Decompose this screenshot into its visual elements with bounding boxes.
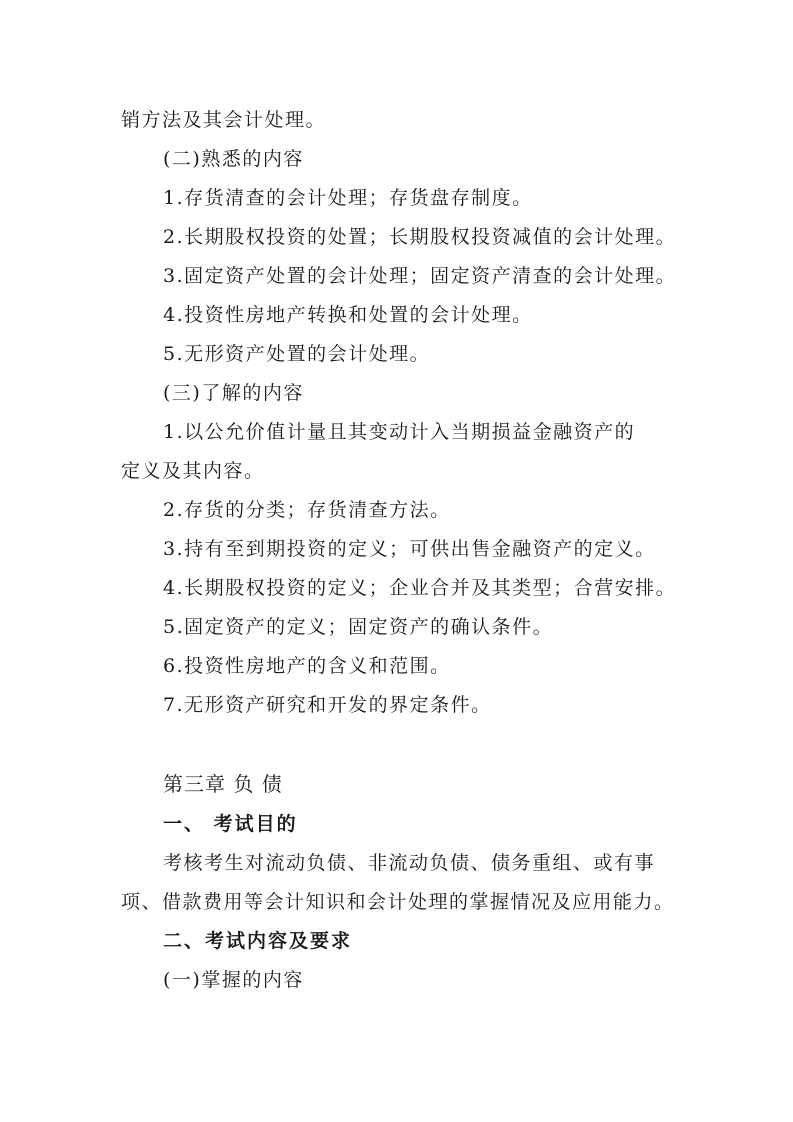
list-item: 2.长期股权投资的处置；长期股权投资减值的会计处理。 bbox=[163, 226, 677, 248]
section-heading: 一、 考试目的 bbox=[163, 813, 298, 835]
list-item: 6.投资性房地产的含义和范围。 bbox=[163, 655, 451, 677]
section-heading: (三)了解的内容 bbox=[163, 382, 304, 404]
paragraph-line: 考核考生对流动负债、非流动负债、债务重组、或有事 bbox=[163, 852, 656, 874]
section-heading: (一)掌握的内容 bbox=[163, 969, 304, 991]
list-item: 4.投资性房地产转换和处置的会计处理。 bbox=[163, 304, 533, 326]
section-heading: (二)熟悉的内容 bbox=[163, 148, 304, 170]
list-item: 1.以公允价值计量且其变动计入当期损益金融资产的 bbox=[163, 421, 636, 443]
section-heading: 二、考试内容及要求 bbox=[163, 930, 353, 952]
list-item: 5.固定资产的定义；固定资产的确认条件。 bbox=[163, 616, 554, 638]
list-item: 7.无形资产研究和开发的界定条件。 bbox=[163, 694, 492, 716]
list-item: 3.固定资产处置的会计处理；固定资产清查的会计处理。 bbox=[163, 265, 677, 287]
list-item: 5.无形资产处置的会计处理。 bbox=[163, 343, 431, 365]
paragraph-line: 定义及其内容。 bbox=[121, 460, 265, 482]
list-item: 1.存货清查的会计处理；存货盘存制度。 bbox=[163, 187, 533, 209]
paragraph-line: 项、借款费用等会计知识和会计处理的掌握情况及应用能力。 bbox=[121, 891, 675, 913]
paragraph-line: 销方法及其会计处理。 bbox=[121, 109, 327, 131]
list-item: 3.持有至到期投资的定义；可供出售金融资产的定义。 bbox=[163, 538, 656, 560]
list-item: 2.存货的分类；存货清查方法。 bbox=[163, 499, 451, 521]
chapter-title: 第三章 负 债 bbox=[163, 772, 283, 796]
list-item: 4.长期股权投资的定义；企业合并及其类型；合营安排。 bbox=[163, 577, 677, 599]
